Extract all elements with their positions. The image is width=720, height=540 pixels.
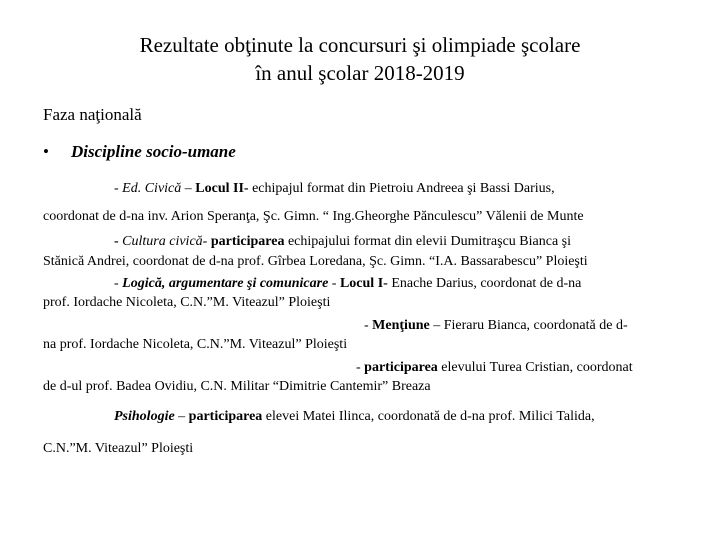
page-title-line-2: în anul şcolar 2018-2019 — [255, 61, 465, 85]
entry-1-result: Locul II- — [195, 181, 249, 196]
entry-5-text: elevului Turea Cristian, coordonat — [437, 360, 633, 375]
entry-6-text: elevei Matei Ilinca, coordonată de d-na prof. Milici Talida, — [262, 409, 595, 424]
page-title-line-1: Rezultate obţinute la concursuri şi olimpiade şcolare — [139, 33, 581, 57]
section-heading: Faza naţională — [43, 105, 142, 124]
entry-6-dash: – — [174, 409, 189, 424]
entry-3-text: Enache Darius, coordonat de d-na — [387, 276, 582, 291]
entry-1-text: echipajul format din Pietroiu Andreea şi Bassi Darius, — [248, 181, 555, 196]
entry-5-prefix: - — [356, 360, 365, 375]
entry-2-dash: - — [202, 234, 211, 249]
entry-1-dash: – — [181, 181, 196, 196]
entry-4-result: Menţiune — [372, 318, 430, 333]
entry-2-subject: Cultura civică — [122, 234, 203, 249]
entry-5-result: participarea — [364, 360, 438, 375]
entry-6-line-2: C.N.”M. Viteazul” Ploieşti — [43, 441, 194, 456]
entry-1-subject: Ed. Civică — [122, 181, 182, 196]
entry-3-prefix: - — [114, 276, 123, 291]
entry-3-line-1 — [114, 275, 581, 293]
bullet-item — [43, 142, 236, 162]
entry-6-result: participarea — [188, 409, 263, 424]
entry-2-line-2: Stănică Andrei, coordonat de d-na prof. Gîrbea Loredana, Şc. Gimn. “I.A. Bassarabescu” Ploieşti — [43, 254, 588, 269]
entry-6-subject: Psihologie — [114, 409, 175, 424]
bullet-label: Discipline socio-umane — [71, 142, 236, 161]
entry-4-line-1 — [364, 317, 628, 335]
entry-2-text: echipajului format din elevii Dumitraşcu Bianca şi — [284, 234, 571, 249]
entry-4-text: – Fieraru Bianca, coordonată de d- — [429, 318, 628, 333]
entry-2-prefix: - — [114, 234, 123, 249]
entry-4-line-2: na prof. Iordache Nicoleta, C.N.”M. Viteazul” Ploieşti — [43, 337, 348, 352]
entry-2-line-1 — [114, 233, 571, 251]
entry-3-line-2: prof. Iordache Nicoleta, C.N.”M. Viteazul” Ploieşti — [43, 295, 331, 310]
bullet-icon: • — [43, 142, 49, 161]
entry-6-line-1 — [114, 408, 595, 426]
entry-2-result: participarea — [210, 234, 285, 249]
entry-3-subject: Logică, argumentare şi comunicare — [122, 276, 329, 291]
entry-1-line-1 — [114, 180, 555, 198]
entry-1-prefix: - — [114, 181, 123, 196]
entry-3-result: Locul I- — [339, 276, 388, 291]
entry-5-line-1 — [356, 359, 633, 377]
entry-5-line-2: de d-ul prof. Badea Ovidiu, C.N. Militar “Dimitrie Cantemir” Breaza — [43, 379, 431, 394]
entry-3-dash: - — [328, 276, 340, 291]
entry-4-prefix: - — [364, 318, 373, 333]
entry-1-line-2: coordonat de d-na inv. Arion Speranţa, Şc. Gimn. “ Ing.Gheorghe Pănculescu” Vălenii de Munte — [43, 209, 584, 224]
